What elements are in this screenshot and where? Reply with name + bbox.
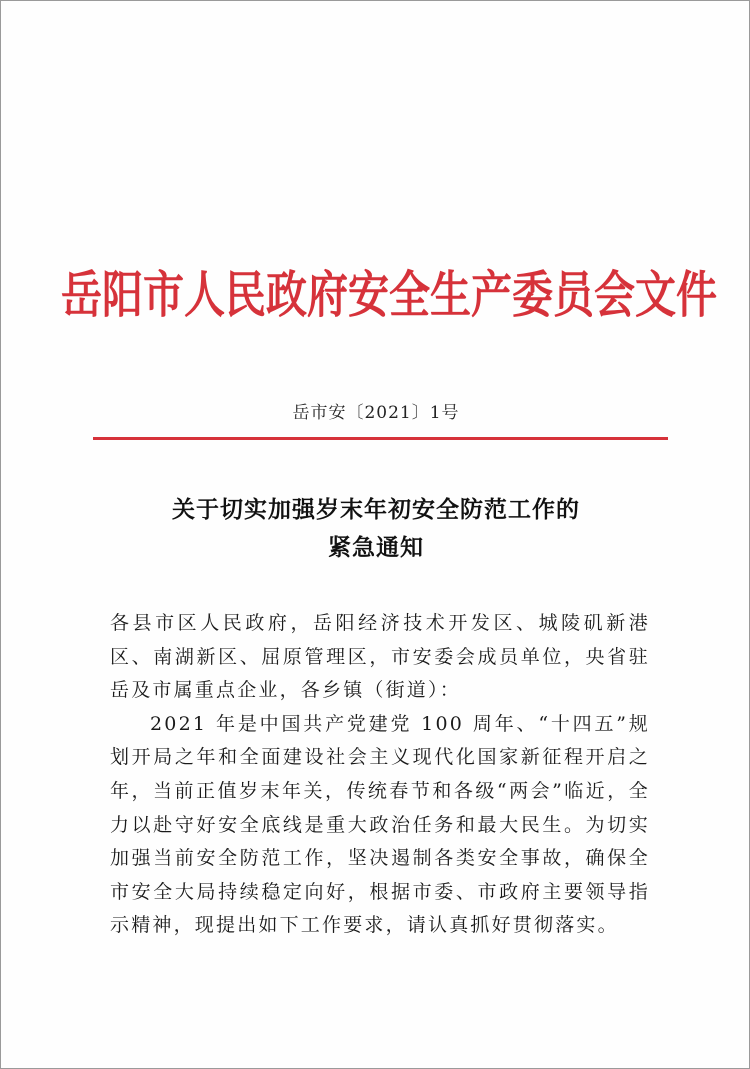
notice-title-line-1: 关于切实加强岁末年初安全防范工作的 xyxy=(172,496,580,523)
notice-title-line-2: 紧急通知 xyxy=(328,534,424,561)
issuer-header: 岳阳市人民政府安全生产委员会文件 xyxy=(61,266,717,323)
red-divider-line xyxy=(93,437,668,440)
body-paragraph-1: 2021 年是中国共产党建党 100 周年、“十四五”规划开局之年和全面建设社会主义现代化国家新征程开启之年，当前正值岁末年关，传统春节和各级“两会”临近，全力以赴守好安全底线是重大政治任务和最大民生。为切实加强当前安全防范工作，坚决遏制各类安全事故，确保全市安全大局持续稳定向好，根据市委、市政府主要领导指示精神，现提出如下工作要求，请认真抓好贯彻落实。 xyxy=(110,712,650,937)
notice-title xyxy=(61,491,691,567)
addressees-paragraph: 各县市区人民政府，岳阳经济技术开发区、城陵矶新港区、南湖新区、屈原管理区，市安委会成员单位，央省驻岳及市属重点企业，各乡镇（街道）： xyxy=(110,612,650,702)
notice-body xyxy=(110,607,650,943)
document-number: 岳市安〔2021〕1号 xyxy=(292,403,460,423)
